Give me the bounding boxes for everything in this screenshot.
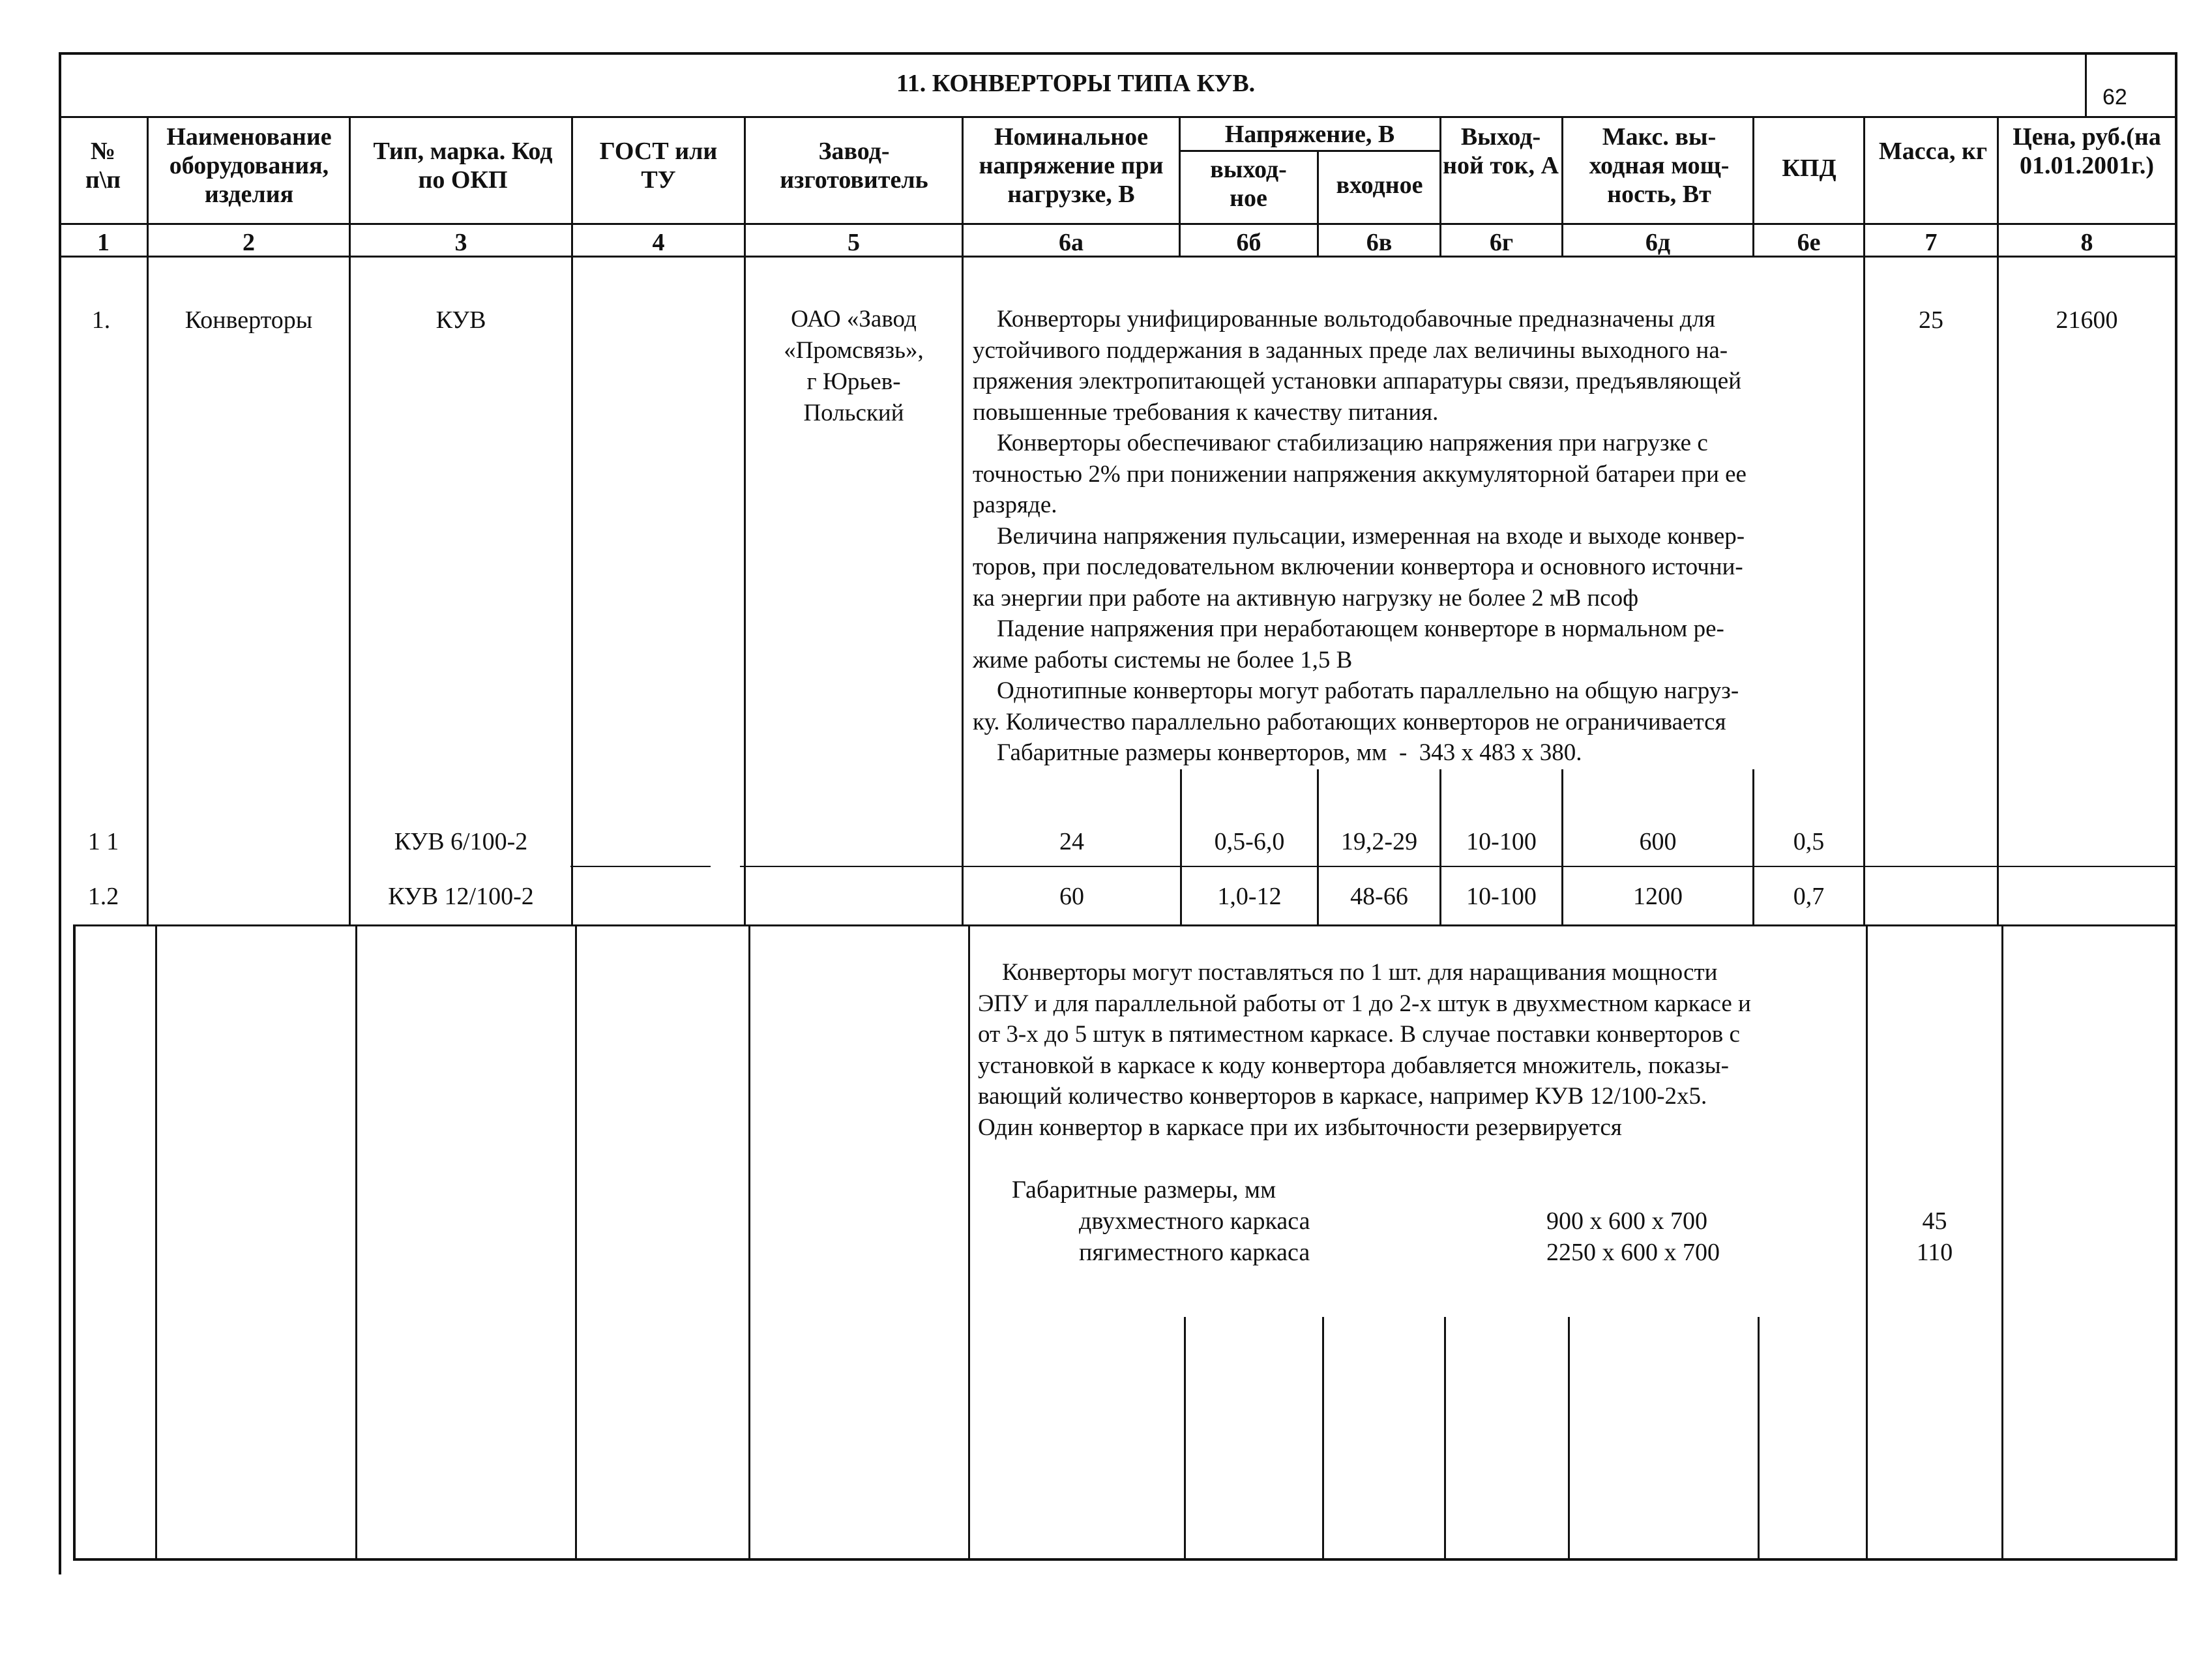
row-separator-1b [740,866,2177,867]
table-row-i-out: 10-100 [1466,828,1537,855]
colnum: 6а [1059,229,1084,256]
header-name: Наименование оборудования, изделия [166,123,332,208]
header-price: Цена, руб.(на 01.01.2001г.) [2013,123,2161,179]
lower-vline-4 [748,926,750,1559]
notes-dims-title: Габаритные размеры, мм [1012,1176,1276,1204]
header-type: Тип, марка. Код по ОКП [373,138,553,194]
frame-left [59,52,61,1574]
voltage-group-divider [1179,150,1439,152]
lower-vline-10 [1758,1317,1760,1559]
colnum: 4 [652,229,665,256]
table-row-nominal: 24 [1059,828,1084,855]
table-row-nominal: 60 [1059,883,1084,910]
header-i-out: Выход-ной ток, А [1443,123,1559,179]
notes-text: Конверторы могут поставляться по 1 шт. для наращивания мощности ЭПУ и для параллельной работы от 1 до 2-х штук в двухместном каркасе и от 3-х до 5 штук в пятиместном каркасе. В случае поставки конверторов с установкой в каркасе к коду конвертора добавляется множитель, показы- вающий количество конверторов в каркасе, например КУВ 12/100-2х5. Один конвертор в каркасе при их избыточности резервируется [978,959,1751,1141]
frame-left-lower [73,926,76,1559]
body-vline-3 [571,258,573,926]
row-separator-2 [73,924,2177,926]
colnum: 8 [2080,229,2093,256]
header-nominal: Номинальное напряжение при нагрузке, В [979,123,1164,208]
item-num: 1. [91,306,111,334]
lower-vline-3 [575,926,577,1559]
table-row-type: КУВ 6/100-2 [394,828,528,855]
item-description: Конверторы унифицированные вольтодобавочные предназначены для устойчивого поддержания в заданных преде лах величины выходного на- пряжения электропитающей установки аппаратуры связи, предъявляющей повышенные требования к качеству питания. Конверторы обеспечиваюг стабилизацию напряжения при нагрузке с точностью 2% при понижении напряжения аккумуляторной батареи при ее разряде. Величина напряжения пульсации, измеренная на входе и выходе конвер- торов, при последовательном включении конвертора и основного источни- ка энергии при работе на активную нагрузку не более 2 мВ псоф Падение напряжения при неработающем конверторе в нормальном ре- жиме работы системы не более 1,5 В Однотипные конверторы могут работать параллельно на общую нагруз- ку. Количество параллельно работающих конверторов не ограничивается Габаритные размеры конверторов, мм - 343 х 483 х 380. [973,306,1747,766]
lower-vline-6 [1184,1317,1186,1559]
item-type: КУВ [435,306,486,334]
table-row-type: КУВ 12/100-2 [388,883,534,910]
item-name: Конверторы [184,306,313,334]
lower-vline-8 [1444,1317,1446,1559]
table-row-num: 1 1 [87,828,119,855]
item-price: 21600 [2056,306,2118,334]
header-num: № п\п [85,138,121,194]
header-maker: Завод-изготовитель [780,138,928,194]
body-vline-1 [147,258,149,926]
frame-top [59,52,2177,55]
table-row-p-max: 600 [1639,828,1677,855]
lower-vline-2 [355,926,357,1559]
item-mass: 25 [1919,306,1943,334]
lower-vline-7 [1322,1317,1324,1559]
page-number-box [2085,52,2087,117]
colnum: 6д [1645,229,1671,256]
header-eff: КПД [1782,155,1836,182]
table-row-v-in: 48-66 [1350,883,1408,910]
colnum: 6г [1489,229,1514,256]
header-voltage-group: Напряжение, В [1224,121,1395,148]
body-vline-2 [349,258,351,926]
table-row-eff: 0,7 [1793,883,1825,910]
colnum: 3 [454,229,467,256]
colnum: 6е [1797,229,1821,256]
header-v-out: выход-ное [1210,156,1287,212]
page-title: 11. КОНВЕРТОРЫ ТИПА КУВ. [896,70,1256,97]
colnum: 2 [243,229,255,256]
frame-dims: 900 х 600 х 700 [1546,1207,1707,1235]
table-row-v-out: 1,0-12 [1217,883,1282,910]
colnum: 6б [1236,229,1261,256]
header-gost: ГОСТ или ТУ [599,138,718,194]
frame-bottom [73,1558,2177,1561]
lower-vline-12 [2001,926,2003,1559]
table-row-eff: 0,5 [1793,828,1825,855]
body-vline-5 [962,258,964,926]
frame-label: двухместного каркаса [1079,1207,1310,1235]
table-row-p-max: 1200 [1633,883,1683,910]
lower-vline-5 [968,926,970,1559]
header-bottom [59,223,2177,225]
body-vline-12 [1997,258,1999,926]
colnum: 5 [848,229,860,256]
header-p-max: Макс. вы-ходная мощ-ность, Вт [1589,123,1730,208]
item-maker: ОАО «Завод «Промсвязь», г Юрьев- Польский [784,306,924,426]
header-mass: Масса, кг [1878,138,1988,165]
lower-vline-9 [1568,1317,1570,1559]
colnum: 1 [97,229,110,256]
frame-mass: 110 [1916,1239,1953,1266]
colnum: 6в [1366,229,1393,256]
header-v-in: входное [1336,171,1423,199]
frame-dims: 2250 х 600 х 700 [1546,1239,1720,1266]
frame-right [2175,52,2177,1558]
row-separator-1a [570,866,711,867]
body-vline-11 [1863,258,1865,926]
lower-vline-1 [155,926,157,1559]
table-row-v-in: 19,2-29 [1340,828,1418,855]
frame-mass: 45 [1922,1207,1947,1235]
table-row-num: 1.2 [87,883,119,910]
title-row-bottom [59,116,2177,118]
colnum: 7 [1924,229,1938,256]
frame-label: пягиместного каркаса [1079,1239,1310,1266]
table-row-v-out: 0,5-6,0 [1214,828,1285,855]
table-row-i-out: 10-100 [1466,883,1537,910]
page-number: 62 [2102,85,2127,110]
